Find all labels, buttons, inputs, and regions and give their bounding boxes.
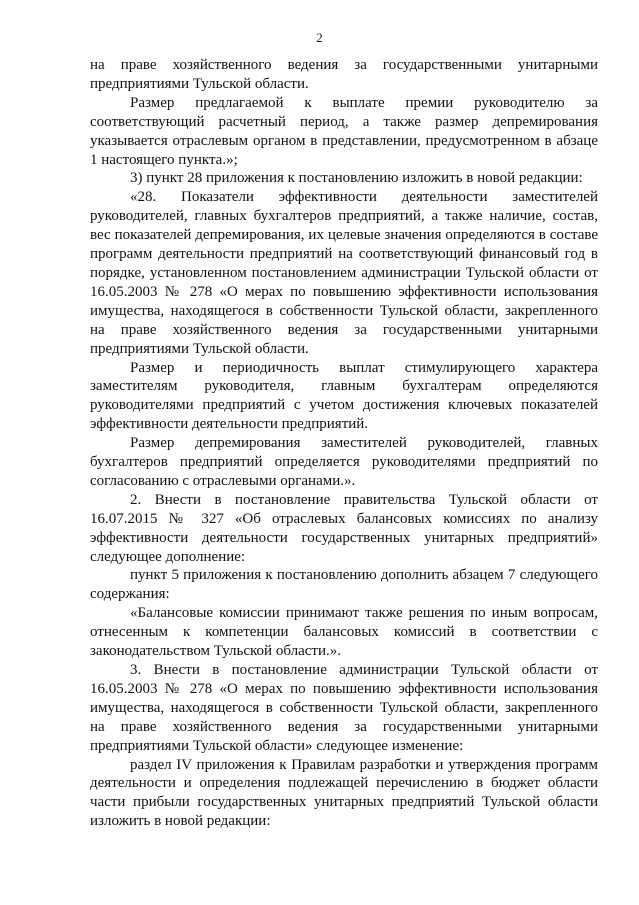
paragraph-section-iv: раздел IV приложения к Правилам разработки и утверждения программ деятельности и определения подлежащей перечислению в бюджет области части прибыли государственных унитарных предприятий Тульской области изложить в новой редакции: [90,756,598,830]
paragraph-incentive-payments: Размер и периодичность выплат стимулирующего характера заместителям руководителя, главным бухгалтерам определяются руководителями предприятий с учетом достижения ключевых показателей эффективности деятельности предприятий. [90,359,598,433]
document-body [90,56,598,831]
paragraph-bonus-size: Размер предлагаемой к выплате премии руководителю за соответствующий расчетный период, а также размер депремирования указывается отраслевым органом в представлении, предусмотренном в абзаце 1 настоящего пункта.»; [90,94,598,168]
paragraph-item-3: 3) пункт 28 приложения к постановлению изложить в новой редакции: [130,170,583,187]
paragraph-section-3: 3. Внести в постановление администрации Тульской области от 16.05.2003 № 278 «О мерах по повышению эффективности использования имущества, находящегося в собственности Тульской области, закрепленного на праве хозяйственного ведения за государственными унитарными предприятиями Тульской области» следующее изменение: [90,662,598,754]
paragraph-continuation: на праве хозяйственного ведения за государственными унитарными предприятиями Тульской области. [90,57,598,92]
paragraph-point-28: «28. Показатели эффективности деятельности заместителей руководителей, главных бухгалтеров предприятий, а также наличие, состав, вес показателей депремирования, их целевые значения определяются в составе программ деятельности предприятий на соответствующий финансовый год в порядке, установленном постановлением администрации Тульской области от 16.05.2003 № 278 «О мерах по повышению эффективности использования имущества, находящегося в собственности Тульской области, закрепленного на праве хозяйственного ведения за государственными унитарными предприятиями Тульской области. [90,189,598,357]
paragraph-point-5: пункт 5 приложения к постановлению дополнить абзацем 7 следующего содержания: [90,567,598,603]
paragraph-balance-commissions: «Балансовые комиссии принимают также решения по иным вопросам, отнесенным к компетенции балансовых комиссий в соответствии с законодательством Тульской области.». [90,605,598,660]
paragraph-section-2: 2. Внести в постановление правительства Тульской области от 16.07.2015 № 327 «Об отраслевых балансовых комиссиях по анализу эффективности деятельности государственных унитарных предприятий» следующее дополнение: [90,491,598,565]
page-number: 2 [316,30,323,45]
paragraph-depremium-deputies: Размер депремирования заместителей руководителей, главных бухгалтеров предприятий определяется руководителями предприятий по согласованию с отраслевыми органами.». [90,435,598,489]
